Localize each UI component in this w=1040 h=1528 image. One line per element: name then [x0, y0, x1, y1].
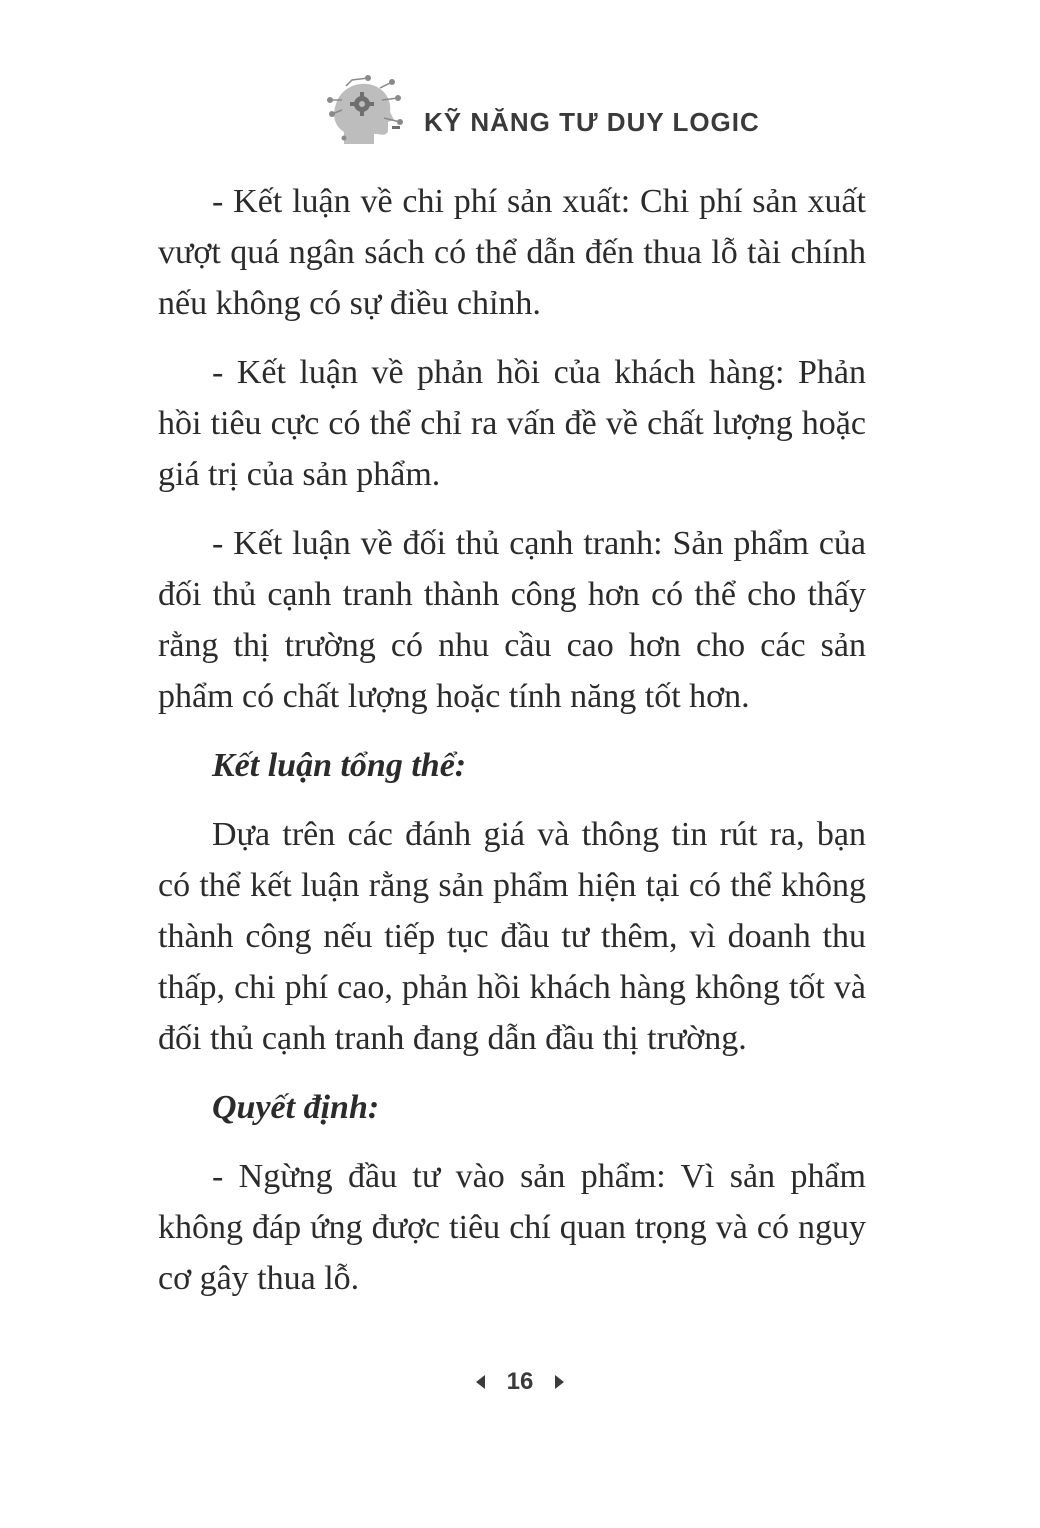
paragraph-customer-feedback: - Kết luận về phản hồi của khách hàng: Phản hồi tiêu cực có thể chỉ ra vấn đề về chất lượng hoặc giá trị của sản phẩm. — [158, 354, 866, 493]
page-footer — [0, 1368, 1040, 1396]
paragraph-overall-conclusion: Dựa trên các đánh giá và thông tin rút ra, bạn có thể kết luận rằng sản phẩm hiện tại có thể không thành công nếu tiếp tục đầu tư thêm, vì doanh thu thấp, chi phí cao, phản hồi khách hàng không tốt và đối thủ cạnh tranh đang dẫn đầu thị trường. — [158, 816, 866, 1057]
heading-decision: Quyết định: — [212, 1089, 380, 1126]
paragraph-competitors: - Kết luận về đối thủ cạnh tranh: Sản phẩm của đối thủ cạnh tranh thành công hơn có thể cho thấy rằng thị trường có nhu cầu cao hơn cho các sản phẩm có chất lượng hoặc tính năng tốt hơn. — [158, 525, 866, 715]
page-header — [322, 72, 760, 156]
triangle-left-icon — [476, 1375, 485, 1389]
page-number: 16 — [506, 1368, 534, 1395]
triangle-right-icon — [555, 1375, 564, 1389]
paragraph-decision: - Ngừng đầu tư vào sản phẩm: Vì sản phẩm không đáp ứng được tiêu chí quan trọng và có nguy cơ gây thua lỗ. — [158, 1158, 866, 1297]
page-body — [158, 176, 866, 1322]
paragraph-production-cost: - Kết luận về chi phí sản xuất: Chi phí sản xuất vượt quá ngân sách có thể dẫn đến thua lỗ tài chính nếu không có sự điều chỉnh. — [158, 183, 866, 322]
running-header-title: KỸ NĂNG TƯ DUY LOGIC — [424, 106, 760, 137]
brain-gears-icon — [322, 74, 408, 154]
heading-overall-conclusion: Kết luận tổng thể: — [212, 747, 467, 784]
